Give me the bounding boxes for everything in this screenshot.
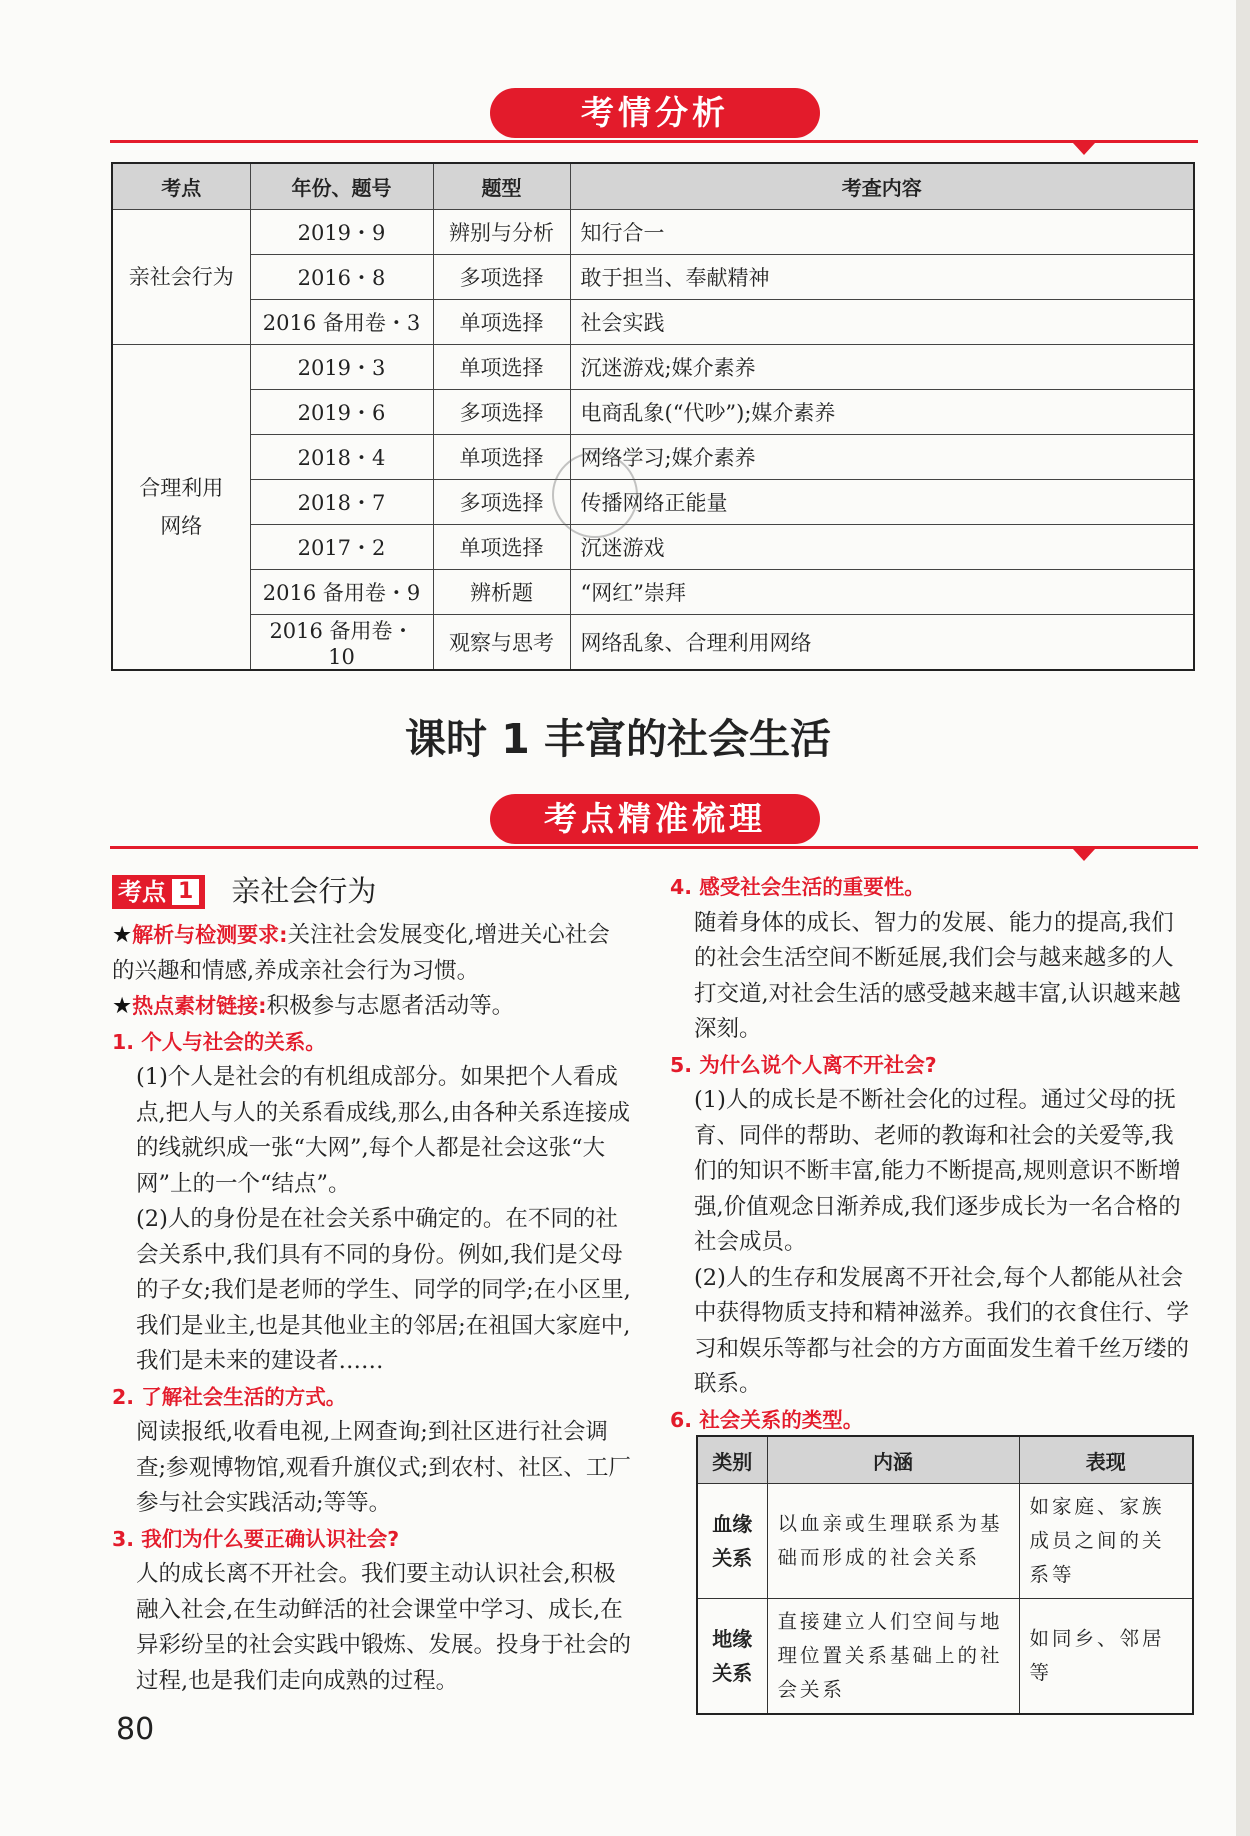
column-header: 内涵 — [767, 1436, 1019, 1484]
type-cell: 单项选择 — [433, 525, 570, 570]
year-cell: 2018・7 — [250, 480, 433, 525]
topic-line: 网络 — [160, 514, 203, 538]
content-cell: 传播网络正能量 — [570, 480, 1194, 525]
content-cell: 沉迷游戏;媒介素养 — [570, 345, 1194, 390]
table-row — [112, 345, 1194, 390]
section-heading-2: 2. 了解社会生活的方式。 — [112, 1384, 347, 1409]
year-cell: 2016・8 — [250, 255, 433, 300]
column-header: 题型 — [433, 163, 570, 210]
category-line: 地缘 — [712, 1627, 753, 1651]
kaodian-heading — [112, 870, 632, 914]
section-heading-1: 1. 个人与社会的关系。 — [112, 1029, 326, 1054]
star-icon: ★ — [112, 922, 133, 948]
type-cell: 辨别与分析 — [433, 210, 570, 255]
column-header: 年份、题号 — [250, 163, 433, 210]
section-heading-3: 3. 我们为什么要正确认识社会? — [112, 1526, 400, 1551]
column-header: 考查内容 — [570, 163, 1194, 210]
year-cell: 2016 备用卷・10 — [250, 615, 433, 671]
topic-cell: 亲社会行为 — [112, 210, 250, 345]
kaodian-number: 1 — [172, 879, 199, 905]
table-header-row — [697, 1436, 1193, 1484]
section-1-paragraph-1: (1)个人是社会的有机组成部分。如果把个人看成点,把人与人的关系看成线,那么,由各种关系连接成的线就织成一张“大网”,每个人都是社会这张“大网”上的一个“结点”。 — [136, 1064, 630, 1197]
divider — [110, 140, 1198, 143]
category-line: 关系 — [712, 1661, 753, 1685]
banner-title: 考情分析 — [490, 88, 820, 138]
content-cell: 网络乱象、合理利用网络 — [570, 615, 1194, 671]
table-header-row — [112, 163, 1194, 210]
right-column — [670, 870, 1196, 1438]
type-cell: 多项选择 — [433, 390, 570, 435]
section-heading-6: 6. 社会关系的类型。 — [670, 1407, 864, 1432]
table-row — [112, 480, 1194, 525]
kaodian-label: 考点 — [118, 878, 166, 906]
hot-material-label: 热点素材链接: — [132, 994, 267, 1018]
requirement-paragraph — [112, 918, 632, 989]
example-cell: 如家庭、家族成员之间的关系等 — [1019, 1484, 1193, 1599]
content-cell: 知行合一 — [570, 210, 1194, 255]
type-cell: 多项选择 — [433, 255, 570, 300]
topic-cell — [112, 345, 250, 671]
table-row — [112, 300, 1194, 345]
content-cell: 社会实践 — [570, 300, 1194, 345]
content-cell: 网络学习;媒介素养 — [570, 435, 1194, 480]
star-icon: ★ — [112, 993, 133, 1019]
section-2-paragraph: 阅读报纸,收看电视,上网查询;到社区进行社会调查;参观博物馆,观看升旗仪式;到农村、社区、工厂参与社会实践活动;等等。 — [136, 1419, 631, 1516]
section-heading-4: 4. 感受社会生活的重要性。 — [670, 875, 925, 899]
divider-notch — [1073, 143, 1095, 155]
table-row — [112, 525, 1194, 570]
type-cell: 单项选择 — [433, 300, 570, 345]
content-cell: 敢于担当、奉献精神 — [570, 255, 1194, 300]
table-row — [112, 570, 1194, 615]
type-cell: 观察与思考 — [433, 615, 570, 671]
column-header: 类别 — [697, 1436, 767, 1484]
page-number: 80 — [116, 1712, 155, 1747]
meaning-cell: 以血亲或生理联系为基础而形成的社会关系 — [767, 1484, 1019, 1599]
table-row — [697, 1599, 1193, 1715]
category-cell — [697, 1599, 767, 1715]
category-cell — [697, 1484, 767, 1599]
lesson-title: 课时 1 丰富的社会生活 — [404, 715, 832, 763]
hot-material-text: 积极参与志愿者活动等。 — [266, 993, 515, 1019]
page-edge — [1236, 0, 1250, 1836]
watermark-stamp-icon — [552, 452, 638, 538]
type-cell: 单项选择 — [433, 435, 570, 480]
category-line: 关系 — [712, 1546, 753, 1570]
table-row — [112, 210, 1194, 255]
table-row — [112, 615, 1194, 671]
year-cell: 2019・9 — [250, 210, 433, 255]
kaodian-title: 亲社会行为 — [231, 874, 377, 909]
kaodian-tag — [112, 875, 205, 909]
year-cell: 2016 备用卷・3 — [250, 300, 433, 345]
table-row — [112, 390, 1194, 435]
content-cell: “网红”崇拜 — [570, 570, 1194, 615]
table-row — [112, 255, 1194, 300]
exam-analysis-table — [111, 162, 1195, 671]
banner-title: 考点精准梳理 — [490, 794, 820, 844]
section-5-paragraph-1: (1)人的成长是不断社会化的过程。通过父母的抚育、同伴的帮助、老师的教诲和社会的关爱等,我们的知识不断丰富,能力不断提高,规则意识不断增强,价值观念日渐养成,我们逐步成长为一名合格的社会成员。 — [694, 1087, 1181, 1255]
year-cell: 2018・4 — [250, 435, 433, 480]
year-cell: 2016 备用卷・9 — [250, 570, 433, 615]
column-header: 考点 — [112, 163, 250, 210]
category-line: 血缘 — [712, 1512, 753, 1536]
section-3-paragraph: 人的成长离不开社会。我们要主动认识社会,积极融入社会,在生动鲜活的社会课堂中学习、成长,在异彩纷呈的社会实践中锻炼、发展。投身于社会的过程,也是我们走向成熟的过程。 — [136, 1561, 632, 1694]
left-column — [112, 870, 632, 1699]
divider — [110, 846, 1198, 849]
meaning-cell: 直接建立人们空间与地理位置关系基础上的社会关系 — [767, 1599, 1019, 1715]
type-cell: 多项选择 — [433, 480, 570, 525]
topic-line: 合理利用 — [139, 476, 224, 500]
table-row — [112, 435, 1194, 480]
section-heading-5: 5. 为什么说个人离不开社会? — [670, 1052, 937, 1077]
section-5-paragraph-2: (2)人的生存和发展离不开社会,每个人都能从社会中获得物质支持和精神滋养。我们的衣食住行、学习和娱乐等都与社会的方方面面发生着千丝万缕的联系。 — [694, 1264, 1190, 1397]
year-cell: 2019・6 — [250, 390, 433, 435]
divider-notch — [1073, 849, 1095, 861]
year-cell: 2017・2 — [250, 525, 433, 570]
year-cell: 2019・3 — [250, 345, 433, 390]
hot-material-paragraph — [112, 989, 632, 1025]
social-relations-table — [696, 1435, 1194, 1715]
section-1-paragraph-2: (2)人的身份是在社会关系中确定的。在不同的社会关系中,我们具有不同的身份。例如,我们是父母的子女;我们是老师的学生、同学的同学;在小区里,我们是业主,也是其他业主的邻居;在祖国大家庭中,我们是未来的建设者…… — [136, 1206, 631, 1374]
requirement-text: 关注社会发展变化,增进关心社会的兴趣和情感,养成亲社会行为习惯。 — [112, 922, 610, 984]
column-header: 表现 — [1019, 1436, 1193, 1484]
type-cell: 辨析题 — [433, 570, 570, 615]
type-cell: 单项选择 — [433, 345, 570, 390]
table-row — [697, 1484, 1193, 1599]
requirement-label: 解析与检测要求: — [132, 923, 288, 947]
content-cell: 沉迷游戏 — [570, 525, 1194, 570]
example-cell: 如同乡、邻居等 — [1019, 1599, 1193, 1715]
section-4-paragraph: 随着身体的成长、智力的发展、能力的提高,我们的社会生活空间不断延展,我们会与越来越多的人打交道,对社会生活的感受越来越丰富,认识越来越深刻。 — [694, 909, 1181, 1042]
content-cell: 电商乱象(“代吵”);媒介素养 — [570, 390, 1194, 435]
